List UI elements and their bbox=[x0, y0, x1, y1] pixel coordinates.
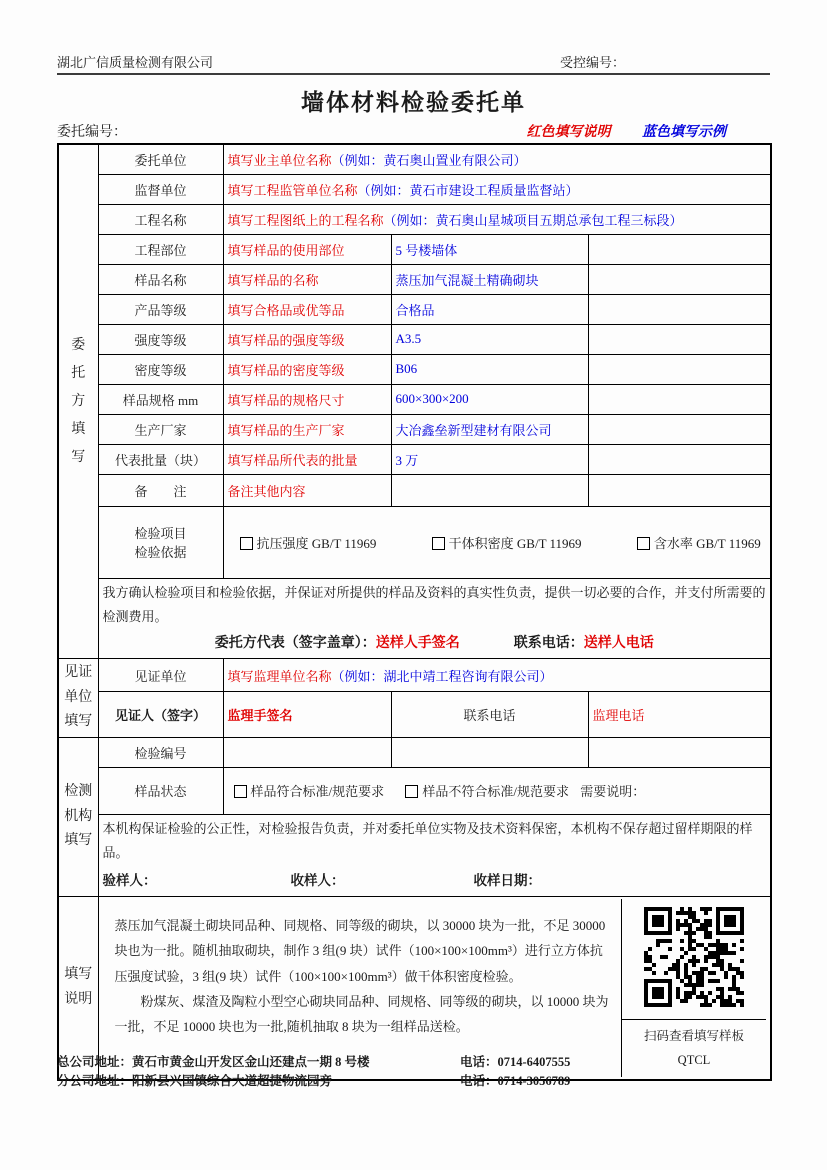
field-label: 检验编号 bbox=[98, 737, 223, 767]
cell-empty[interactable] bbox=[588, 324, 771, 354]
cell-empty[interactable] bbox=[588, 384, 771, 414]
table-row bbox=[58, 691, 771, 737]
cell-empty[interactable] bbox=[588, 474, 771, 506]
section-notes-label: 填写说明 bbox=[58, 897, 98, 1080]
field-value-cell[interactable] bbox=[223, 204, 771, 234]
inspection-item: 抗压强度 GB/T 11969 bbox=[240, 536, 377, 551]
qr-caption: 扫码查看填写样板 QTCL bbox=[622, 1019, 766, 1077]
field-label: 见证人（签字） bbox=[98, 691, 223, 737]
table-row bbox=[58, 234, 771, 264]
page-title: 墙体材料检验委托单 bbox=[301, 90, 526, 115]
section-witness-label: 见证单位填写 bbox=[58, 659, 98, 738]
cell-empty[interactable] bbox=[391, 474, 588, 506]
sample-state-option: 样品符合标准/规范要求 bbox=[234, 784, 385, 799]
cell-empty[interactable] bbox=[588, 234, 771, 264]
fill-hint: 填写监理单位名称 bbox=[227, 668, 332, 684]
field-value-cell[interactable]: 大冶鑫垒新型建材有限公司 bbox=[391, 414, 588, 444]
cell-empty[interactable] bbox=[588, 354, 771, 384]
fill-example: （例如：黄石奥山星城项目五期总承包工程三标段） bbox=[383, 212, 683, 228]
fill-hint: 填写业主单位名称 bbox=[227, 152, 332, 168]
checker-label[interactable]: 验样人： bbox=[102, 873, 157, 889]
field-label: 委托单位 bbox=[98, 144, 223, 174]
field-value-cell[interactable]: B06 bbox=[391, 354, 588, 384]
field-label: 强度等级 bbox=[98, 324, 223, 354]
header-rule bbox=[57, 73, 770, 75]
table-row bbox=[58, 294, 771, 324]
table-row bbox=[58, 506, 771, 578]
field-value-cell[interactable]: 5 号楼墙体 bbox=[391, 234, 588, 264]
table-row bbox=[58, 384, 771, 414]
cell-empty[interactable] bbox=[588, 294, 771, 324]
checkbox-compressive-strength[interactable] bbox=[240, 537, 253, 550]
commission-form-table bbox=[57, 143, 772, 1081]
rep-signature-label: 委托方代表（签字盖章）： bbox=[214, 635, 376, 651]
sample-state-option: 样品不符合标准/规范要求 bbox=[405, 784, 569, 799]
notes-paragraph-1: 蒸压加气混凝土砌块同品种、同规格、同等级的砌块，以 30000 块为一批，不足 30000 块也为一批。随机抽取砌块，制作 3 组(9 块）试件（100×100×100mm³）进行立方体抗压强度试验，3 组(9 块）试件（100×100×100mm³）做干体积密度检验。 bbox=[114, 918, 606, 984]
rep-phone-label: 联系电话： bbox=[513, 635, 584, 651]
field-label: 代表批量（块） bbox=[98, 444, 223, 474]
fill-hint-cell: 备注其他内容 bbox=[223, 474, 391, 506]
witness-signature-cell[interactable]: 监理手签名 bbox=[223, 691, 391, 737]
fill-hint: 填写工程监管单位名称 bbox=[227, 182, 358, 198]
footer-line-2 bbox=[57, 1071, 770, 1089]
field-label: 样品名称 bbox=[98, 264, 223, 294]
controlled-number-label: 受控编号： bbox=[560, 55, 626, 70]
cell-empty[interactable] bbox=[391, 737, 588, 767]
fill-hint-cell: 填写样品的名称 bbox=[223, 264, 391, 294]
table-row bbox=[58, 204, 771, 234]
table-row bbox=[58, 444, 771, 474]
field-value-cell[interactable]: A3.5 bbox=[391, 324, 588, 354]
fill-hint-cell: 填写样品的生产厂家 bbox=[223, 414, 391, 444]
cell-empty[interactable] bbox=[588, 264, 771, 294]
fill-example: （例如：黄石奥山置业有限公司） bbox=[331, 152, 527, 168]
fill-hint-cell: 填写样品所代表的批量 bbox=[223, 444, 391, 474]
footer-line-1 bbox=[57, 1052, 770, 1070]
field-label-inspection: 检验项目 检验依据 bbox=[98, 506, 223, 578]
field-label: 生产厂家 bbox=[98, 414, 223, 444]
client-statement: 我方确认检验项目和检验依据，并保证对所提供的样品及资料的真实性负责，提供一切必要的合作，并支付所需要的检测费用。 bbox=[102, 584, 766, 624]
table-row bbox=[58, 144, 771, 174]
fill-example: （例如：黄石市建设工程质量监督站） bbox=[357, 182, 579, 198]
receiving-line bbox=[103, 869, 767, 894]
notes-paragraph-2: 粉煤灰、煤渣及陶粒小型空心砌块同品种、同规格、同等级的砌块，以 10000 块为一批，不足 10000 块也为一批,随机抽取 8 块为一组样品送检。 bbox=[114, 994, 609, 1035]
field-value-cell[interactable]: 蒸压加气混凝土精确砌块 bbox=[391, 264, 588, 294]
checkbox-sample-fail[interactable] bbox=[405, 785, 418, 798]
field-label: 联系电话 bbox=[391, 691, 588, 737]
table-row bbox=[58, 578, 771, 659]
fill-hint-cell: 填写样品的强度等级 bbox=[223, 324, 391, 354]
inspection-item: 干体积密度 GB/T 11969 bbox=[432, 536, 582, 551]
cell-empty[interactable] bbox=[223, 737, 391, 767]
table-row bbox=[58, 174, 771, 204]
rep-signature-value[interactable]: 送样人手签名 bbox=[375, 635, 460, 651]
qr-panel bbox=[621, 899, 766, 1077]
field-label: 产品等级 bbox=[98, 294, 223, 324]
inspection-items-cell bbox=[223, 506, 771, 578]
commission-number-label: 委托编号： bbox=[57, 125, 127, 140]
field-label: 密度等级 bbox=[98, 354, 223, 384]
field-value-cell[interactable] bbox=[223, 144, 771, 174]
table-row bbox=[58, 737, 771, 767]
agency-statement: 本机构保证检验的公正性，对检验报告负责，并对委托单位实物及技术资料保密，本机构不保存超过留样期限的样品。 bbox=[102, 820, 753, 861]
table-row bbox=[58, 354, 771, 384]
fill-legend bbox=[57, 121, 770, 141]
field-value-cell[interactable] bbox=[223, 659, 771, 691]
field-value-cell[interactable]: 600×300×200 bbox=[391, 384, 588, 414]
client-signature-line bbox=[103, 631, 767, 657]
table-row bbox=[58, 814, 771, 896]
legend-red-note: 红色填写说明 bbox=[526, 125, 611, 140]
field-label: 样品状态 bbox=[98, 767, 223, 814]
section-agency-label: 检测机构填写 bbox=[58, 737, 98, 896]
sample-state-cell bbox=[223, 767, 771, 814]
qr-code bbox=[644, 907, 744, 1011]
table-row bbox=[58, 414, 771, 444]
legend-blue-note: 蓝色填写示例 bbox=[642, 125, 726, 140]
receive-date-label[interactable]: 收样日期： bbox=[473, 873, 541, 889]
receiver-label[interactable]: 收样人： bbox=[290, 873, 345, 889]
field-value-cell[interactable]: 合格品 bbox=[391, 294, 588, 324]
fill-hint-cell: 填写样品的使用部位 bbox=[223, 234, 391, 264]
fill-hint-cell: 填写样品的密度等级 bbox=[223, 354, 391, 384]
table-row bbox=[58, 474, 771, 506]
client-statement-cell bbox=[98, 578, 771, 659]
field-label: 样品规格 mm bbox=[98, 384, 223, 414]
checkbox-dry-density[interactable] bbox=[432, 537, 445, 550]
head-office-phone: 电话：0714-6407555 bbox=[460, 1055, 571, 1069]
head-office-address: 总公司地址：黄石市黄金山开发区金山还建点一期 8 号楼 bbox=[57, 1055, 370, 1069]
rep-phone-value[interactable]: 送样人电话 bbox=[583, 635, 654, 651]
field-label: 见证单位 bbox=[98, 659, 223, 691]
inspection-item: 含水率 GB/T 11969 bbox=[637, 536, 761, 551]
fill-example: （例如：湖北中靖工程咨询有限公司） bbox=[331, 668, 553, 684]
witness-phone-cell[interactable]: 监理电话 bbox=[588, 691, 771, 737]
agency-statement-cell bbox=[98, 814, 771, 896]
cell-empty[interactable] bbox=[588, 444, 771, 474]
section-client-label: 委托方填写 bbox=[58, 144, 98, 659]
field-value-cell[interactable] bbox=[223, 174, 771, 204]
fill-hint: 填写工程图纸上的工程名称 bbox=[227, 212, 384, 228]
cell-empty[interactable] bbox=[588, 414, 771, 444]
branch-office-phone: 电话：0714-3056789 bbox=[460, 1074, 571, 1088]
notes-text bbox=[103, 899, 622, 1077]
table-row bbox=[58, 659, 771, 691]
branch-office-address: 分公司地址：阳新县兴国镇综合大道超捷物流园旁 bbox=[57, 1074, 333, 1088]
field-label: 备 注 bbox=[98, 474, 223, 506]
checkbox-moisture-content[interactable] bbox=[637, 537, 650, 550]
state-note-label: 需要说明： bbox=[580, 784, 646, 800]
cell-empty[interactable] bbox=[588, 737, 771, 767]
field-value-cell[interactable]: 3 万 bbox=[391, 444, 588, 474]
field-label: 监督单位 bbox=[98, 174, 223, 204]
fill-hint-cell: 填写合格品或优等品 bbox=[223, 294, 391, 324]
checkbox-sample-pass[interactable] bbox=[234, 785, 247, 798]
table-row bbox=[58, 324, 771, 354]
field-label: 工程名称 bbox=[98, 204, 223, 234]
field-label: 工程部位 bbox=[98, 234, 223, 264]
table-row bbox=[58, 767, 771, 814]
fill-hint-cell: 填写样品的规格尺寸 bbox=[223, 384, 391, 414]
table-row bbox=[58, 264, 771, 294]
company-name: 湖北广信质量检测有限公司 bbox=[57, 55, 214, 70]
